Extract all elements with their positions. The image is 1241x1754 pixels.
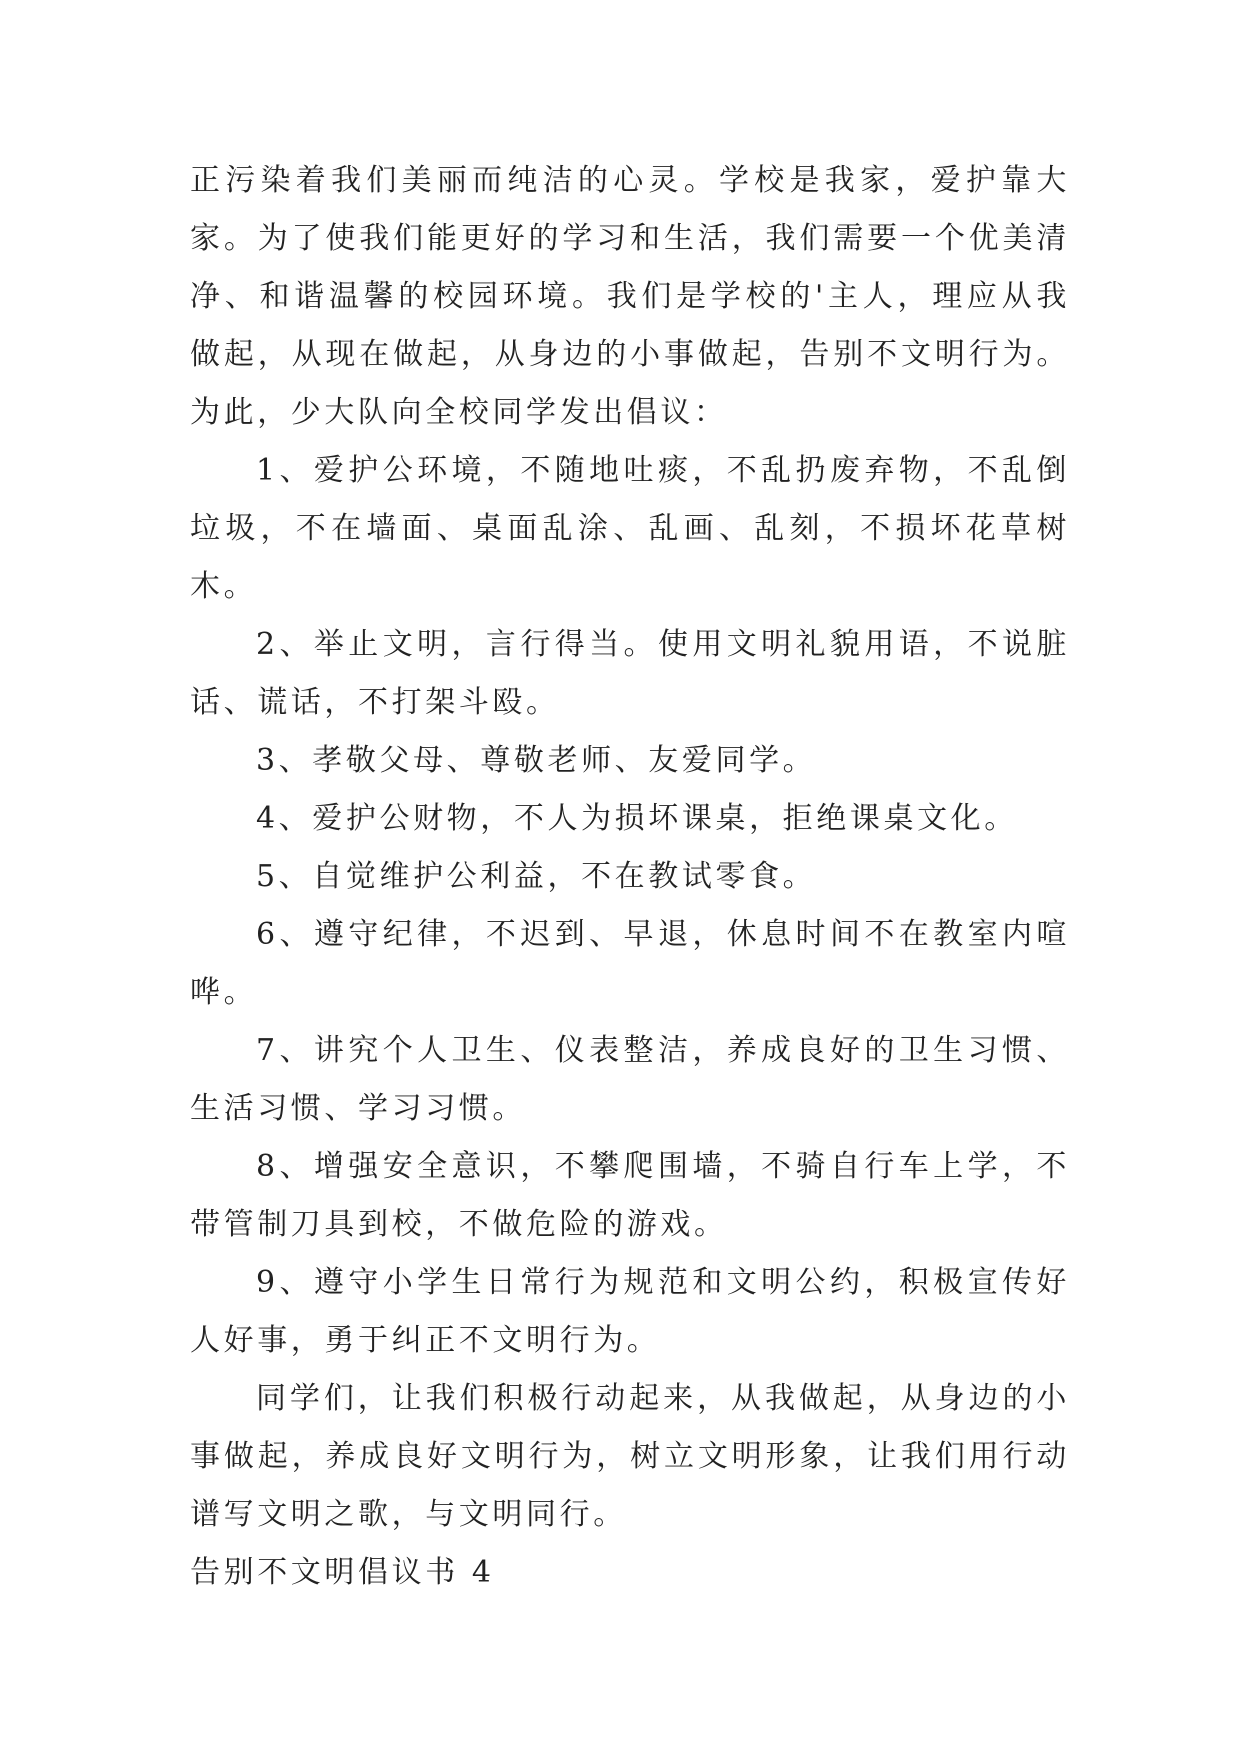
paragraph-intro: 正污染着我们美丽而纯洁的心灵。学校是我家，爱护靠大家。为了使我们能更好的学习和生活，我们需要一个优美清净、和谐温馨的校园环境。我们是学校的'主人，理应从我做起，从现在做起，从身边的小事做起，告别不文明行为。为此，少大队向全校同学发出倡议： [190, 163, 1070, 430]
paragraph-item-8: 8、增强安全意识，不攀爬围墙，不骑自行车上学，不带管制刀具到校，不做危险的游戏。 [190, 1149, 1070, 1242]
document-body [190, 152, 1070, 1602]
paragraph-item-6: 6、遵守纪律，不迟到、早退，休息时间不在教室内喧哗。 [190, 917, 1070, 1010]
paragraph-item-5: 5、自觉维护公利益，不在教试零食。 [256, 859, 817, 894]
paragraph-item-4: 4、爱护公财物，不人为损坏课桌，拒绝课桌文化。 [256, 801, 1018, 836]
paragraph-item-7: 7、讲究个人卫生、仪表整洁，养成良好的卫生习惯、生活习惯、学习习惯。 [190, 1033, 1070, 1126]
paragraph-item-3: 3、孝敬父母、尊敬老师、友爱同学。 [256, 743, 817, 778]
paragraph-item-9: 9、遵守小学生日常行为规范和文明公约，积极宣传好人好事，勇于纠正不文明行为。 [190, 1265, 1070, 1358]
paragraph-item-2: 2、举止文明，言行得当。使用文明礼貌用语，不说脏话、谎话，不打架斗殴。 [190, 627, 1070, 720]
paragraph-item-1: 1、爱护公环境，不随地吐痰，不乱扔废弃物，不乱倒垃圾，不在墙面、桌面乱涂、乱画、乱刻，不损坏花草树木。 [190, 453, 1070, 604]
section-title: 告别不文明倡议书 4 [190, 1555, 495, 1590]
paragraph-closing: 同学们，让我们积极行动起来，从我做起，从身边的小事做起，养成良好文明行为，树立文明形象，让我们用行动谱写文明之歌，与文明同行。 [190, 1381, 1070, 1532]
